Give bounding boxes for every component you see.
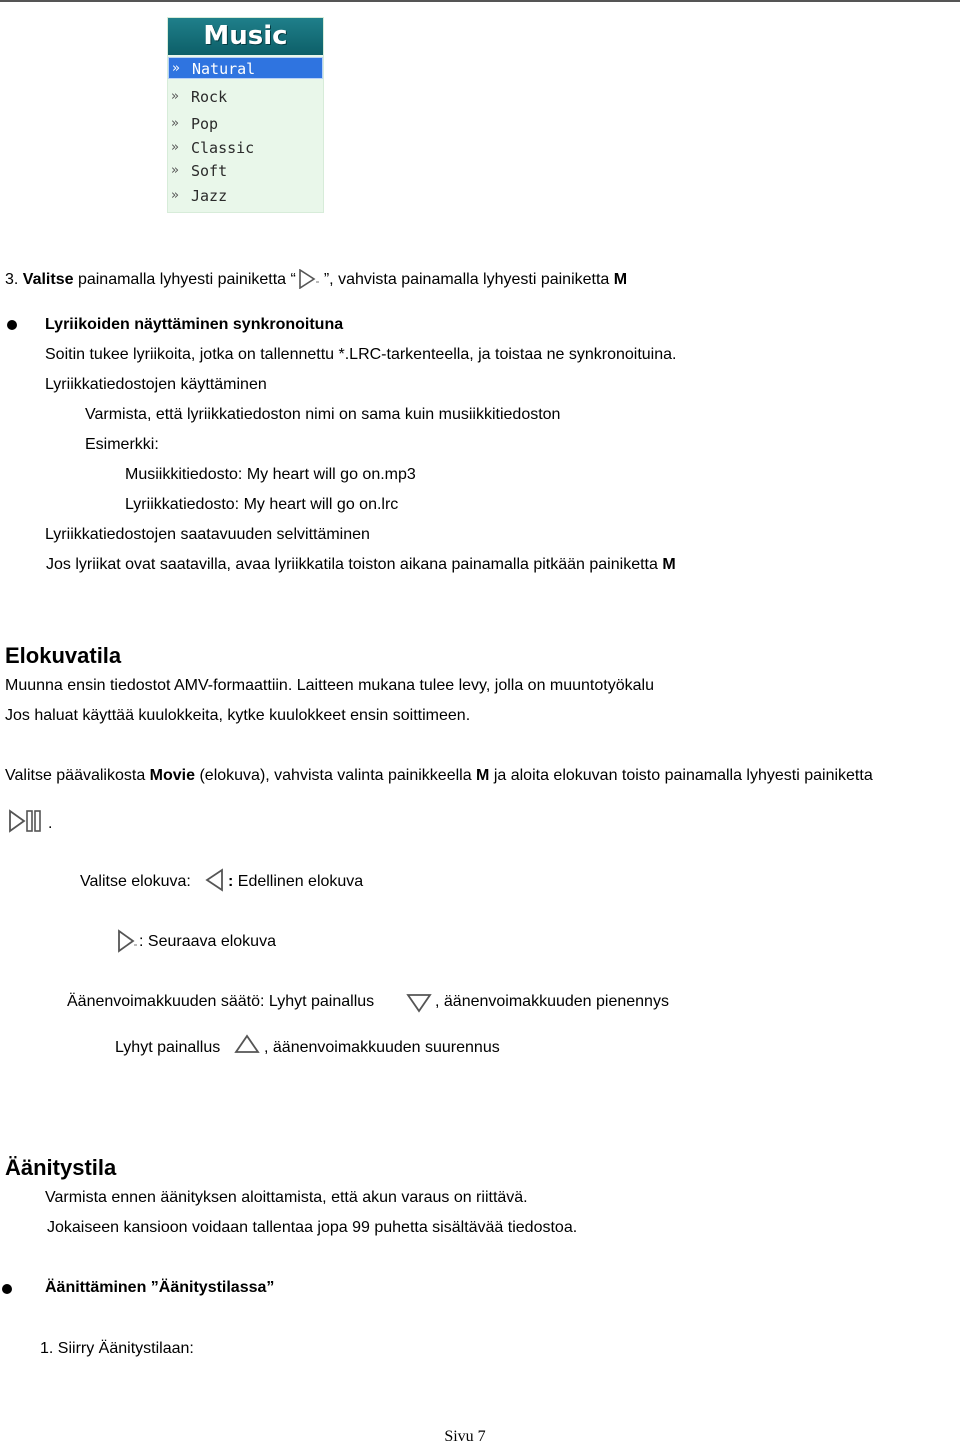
music-menu-screenshot — [167, 17, 324, 213]
recording-line2: Jokaiseen kansioon voidaan tallentaa jopa 99 puhetta sisältävää tiedostoa. — [47, 1219, 578, 1236]
music-menu-item-pop: » Pop — [171, 115, 219, 133]
movie-prev-line: : Edellinen elokuva — [228, 873, 364, 890]
next-play-icon — [296, 270, 324, 290]
play-pause-icon — [8, 808, 44, 834]
movie-line2: Jos haluat käyttää kuulokkeita, kytke kuulokkeet ensin soittimeen. — [5, 707, 471, 724]
movie-next-label: : Seuraava elokuva — [139, 933, 276, 950]
bullet-icon — [2, 1284, 12, 1294]
music-menu-title: Music — [168, 18, 323, 55]
music-menu-item-soft: » Soft — [171, 162, 228, 180]
movie-choose-label: Valitse elokuva: — [80, 873, 191, 890]
lyrics-check-title: Lyriikkatiedostojen saatavuuden selvittäminen — [45, 526, 370, 543]
double-chevron-icon: » — [171, 188, 179, 203]
volume-up-icon — [234, 1033, 260, 1055]
movie-volume-label: Äänenvoimakkuuden säätö: Lyhyt painallus — [67, 993, 375, 1010]
movie-volume-down-text: , äänenvoimakkuuden pienennys — [435, 993, 669, 1010]
recording-line1: Varmista ennen äänityksen aloittamista, että akun varaus on riittävä. — [45, 1189, 528, 1206]
lyrics-usage-text: Varmista, että lyriikkatiedoston nimi on sama kuin musiikkitiedoston — [85, 406, 561, 423]
recording-heading: Äänitystila — [5, 1155, 117, 1180]
page-footer: Sivu 7 — [444, 1428, 486, 1445]
volume-down-icon — [406, 992, 432, 1014]
movie-select-line: Valitse päävalikosta Movie (elokuva), vahvista valinta painikkeella M ja aloita elokuvan toisto painamalla lyhyesti painiketta — [5, 767, 873, 784]
lyrics-example-lyrics: Lyriikkatiedosto: My heart will go on.lrc — [125, 496, 399, 513]
recording-sub-heading: Äänittäminen ”Äänitystilassa” — [45, 1279, 275, 1296]
lyrics-example-music: Musiikkitiedosto: My heart will go on.mp3 — [125, 466, 416, 483]
lyrics-intro: Soitin tukee lyriikoita, jotka on tallennettu *.LRC-tarkenteella, ja toistaa ne synkronoituina. — [45, 346, 677, 363]
bullet-icon — [7, 320, 17, 330]
lyrics-example-label: Esimerkki: — [85, 436, 159, 453]
movie-period: . — [48, 815, 53, 832]
music-menu-item-classic: » Classic — [171, 139, 255, 157]
double-chevron-icon: » — [171, 140, 179, 155]
movie-line1: Muunna ensin tiedostot AMV-formaattiin. Laitteen mukana tulee levy, jolla on muuntotyökalu — [5, 677, 654, 694]
lyrics-usage-title: Lyriikkatiedostojen käyttäminen — [45, 376, 267, 393]
top-rule — [0, 0, 960, 2]
lyrics-check-text: Jos lyriikat ovat saatavilla, avaa lyriikkatila toiston aikana painamalla pitkään painiketta M — [46, 556, 676, 573]
next-icon — [116, 929, 140, 955]
recording-step1: 1. Siirry Äänitystilaan: — [40, 1340, 194, 1357]
double-chevron-icon: » — [172, 61, 180, 76]
movie-heading: Elokuvatila — [5, 643, 122, 668]
step3-line: 3. Valitse painamalla lyhyesti painiketta “ ”, vahvista painamalla lyhyesti painiketta M — [5, 271, 628, 288]
music-menu-item-jazz: » Jazz — [171, 187, 228, 205]
music-menu-item-rock: » Rock — [171, 88, 228, 106]
movie-volume-up-text: , äänenvoimakkuuden suurennus — [264, 1039, 500, 1056]
movie-short-press: Lyhyt painallus — [115, 1039, 221, 1056]
previous-icon — [204, 868, 226, 892]
lyrics-heading: Lyriikoiden näyttäminen synkronoituna — [45, 316, 344, 333]
music-menu-item-natural: » Natural — [168, 57, 323, 79]
double-chevron-icon: » — [171, 163, 179, 178]
double-chevron-icon: » — [171, 89, 179, 104]
double-chevron-icon: » — [171, 116, 179, 131]
